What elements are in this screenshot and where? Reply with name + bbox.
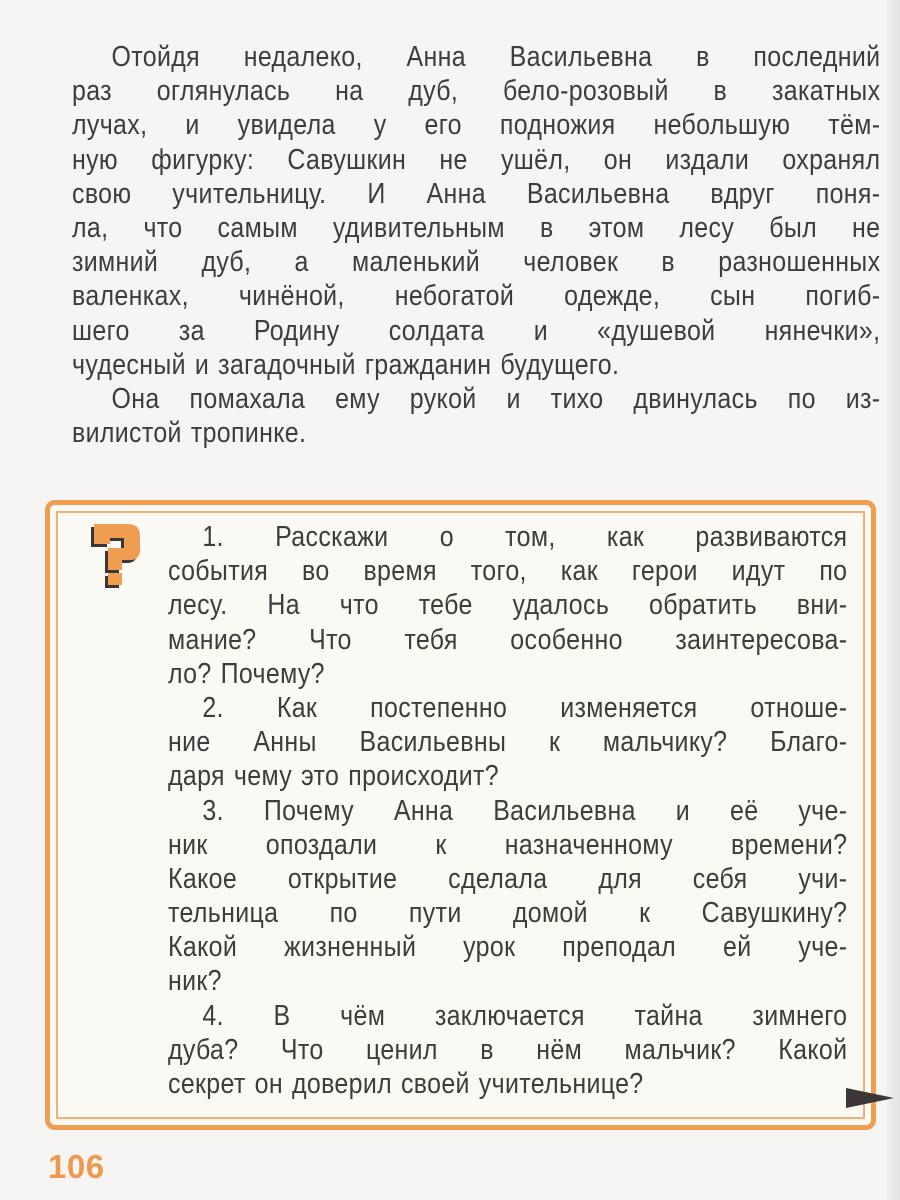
story-line: ла, что самым удивительным в этом лесу был не	[72, 211, 881, 244]
question-line: 3. Почему Анна Васильевна и её уче-	[202, 794, 848, 827]
story-line: Она помахала ему рукой и тихо двинулась по из-	[111, 382, 881, 415]
story-line: шего за Родину солдата и «душевой нянечки»,	[72, 314, 881, 347]
question-line: тельница по пути домой к Савушкину?	[168, 897, 848, 930]
question-line: лесу. На что тебе удалось обратить вни-	[168, 589, 848, 622]
page-edge	[886, 0, 900, 1200]
question-line: 2. Как постепенно изменяется отноше-	[202, 691, 848, 724]
question-line: 1. Расскажи о том, как развиваются	[202, 521, 848, 553]
question-line: ник опоздали к назначенному времени?	[168, 828, 848, 861]
page-number: 106	[48, 1148, 105, 1185]
question-line: Какое открытие сделала для себя учи-	[168, 862, 848, 895]
story-line: ную фигурку: Савушкин не ушёл, он издали охранял	[72, 143, 881, 176]
question-line: секрет он доверил своей учительнице?	[168, 1068, 644, 1100]
question-line: ло? Почему?	[168, 657, 325, 690]
question-line: 4. В чём заключается тайна зимнего	[202, 999, 848, 1032]
question-line: ние Анны Васильевны к мальчику? Благо-	[168, 726, 848, 759]
story-text	[72, 40, 880, 450]
question-line: дуба? Что ценил в нём мальчик? Какой	[168, 1033, 848, 1066]
story-line: зимний дуб, а маленький человек в разношенных	[72, 246, 881, 279]
story-line: валенках, чинёной, небогатой одежде, сын погиб-	[72, 280, 881, 313]
story-line: Отойдя недалеко, Анна Васильевна в последний	[111, 41, 881, 73]
question-line: Какой жизненный урок преподал ей уче-	[168, 931, 848, 964]
story-line: раз оглянулась на дуб, бело-розовый в закатных	[72, 75, 881, 108]
question-mark-icon	[88, 520, 148, 592]
story-line: чудесный и загадочный гражданин будущего.	[72, 348, 620, 381]
arrow-right-icon[interactable]	[846, 1088, 894, 1108]
questions-text	[168, 520, 848, 1101]
question-line: ник?	[168, 965, 222, 998]
question-line: даря чему это происходит?	[168, 760, 499, 793]
question-line: события во время того, как герои идут по	[168, 555, 848, 588]
story-line: лучах, и увидела у его подножия небольшую тём-	[72, 109, 881, 142]
question-line: мание? Что тебя особенно заинтересова-	[168, 623, 848, 656]
story-line: свою учительницу. И Анна Васильевна вдруг поня-	[72, 177, 881, 210]
story-line: вилистой тропинке.	[72, 417, 307, 450]
